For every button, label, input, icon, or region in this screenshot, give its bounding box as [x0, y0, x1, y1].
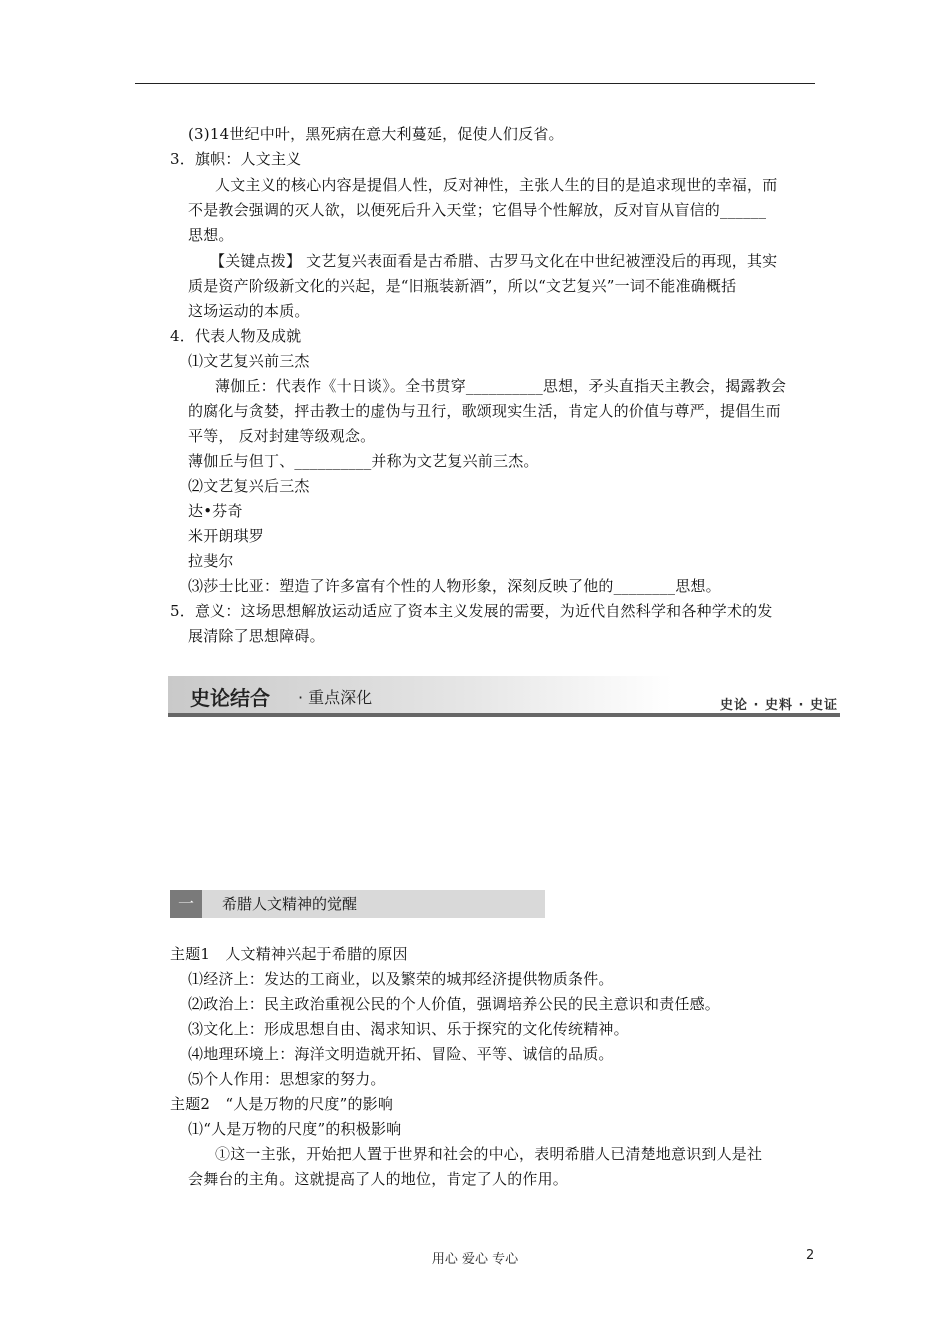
- text-line: 平等， 反对封建等级观念。: [188, 427, 376, 445]
- text-line: ⑸个人作用：思想家的努力。: [188, 1070, 386, 1088]
- banner-underline: [168, 713, 840, 717]
- text-line: 的腐化与贪婪，抨击教士的虚伪与丑行，歌颂现实生活，肯定人的价值与尊严，提倡生而: [188, 402, 781, 420]
- text-line: 薄伽丘与但丁、__________并称为文艺复兴前三杰。: [188, 452, 539, 470]
- text-line: 思想。: [188, 226, 234, 244]
- text-line: ⑴经济上：发达的工商业，以及繁荣的城邦经济提供物质条件。: [188, 970, 614, 988]
- text-line: ⑴“人是万物的尺度”的积极影响: [188, 1120, 402, 1138]
- banner-tagline: 史论 · 史料 · 史证: [720, 698, 838, 713]
- text-line: ⑷地理环境上：海洋文明造就开拓、冒险、平等、诚信的品质。: [188, 1045, 614, 1063]
- section-heading: 3．旗帜：人文主义: [170, 150, 302, 168]
- header-rule: [135, 83, 815, 84]
- footer-motto: 用心 爱心 专心: [431, 1252, 519, 1267]
- key-point-line: 【关键点拨】 文艺复兴表面看是古希腊、古罗马文化在中世纪被湮没后的再现，其实: [210, 252, 778, 270]
- text-line: ⑵文艺复兴后三杰: [188, 477, 310, 495]
- text-line: 这场运动的本质。: [188, 302, 310, 320]
- text-line: ⑵政治上：民主政治重视公民的个人价值，强调培养公民的民主意识和责任感。: [188, 995, 721, 1013]
- text-line: ⑶文化上：形成思想自由、渴求知识、乐于探究的文化传统精神。: [188, 1020, 629, 1038]
- text-line: 达•芬奇: [188, 502, 243, 520]
- section-banner: [168, 676, 840, 718]
- text-line: ⑶莎士比亚：塑造了许多富有个性的人物形象，深刻反映了他的________思想。: [188, 577, 721, 595]
- text-line: 质是资产阶级新文化的兴起，是“旧瓶装新酒”，所以“文艺复兴”一词不能准确概括: [188, 277, 737, 295]
- topic-number-badge: 一: [170, 890, 202, 918]
- section-heading: 4．代表人物及成就: [170, 327, 302, 345]
- text-line: ①这一主张，开始把人置于世界和社会的中心，表明希腊人已清楚地意识到人是社: [215, 1145, 763, 1163]
- text-line: ⑴文艺复兴前三杰: [188, 352, 310, 370]
- banner-title: 史论结合: [190, 686, 270, 710]
- section-heading: 5．意义：这场思想解放运动适应了资本主义发展的需要，为近代自然科学和各种学术的发: [170, 602, 773, 620]
- topic-title: 希腊人文精神的觉醒: [222, 895, 358, 913]
- text-line: (3)14世纪中叶，黑死病在意大利蔓延，促使人们反省。: [188, 125, 564, 143]
- theme-heading: 主题1 人文精神兴起于希腊的原因: [170, 945, 408, 963]
- theme-heading: 主题2 “人是万物的尺度”的影响: [170, 1095, 394, 1113]
- text-line: 米开朗琪罗: [188, 527, 265, 545]
- banner-subtitle: · 重点深化: [298, 688, 373, 707]
- text-line: 人文主义的核心内容是提倡人性，反对神性，主张人生的目的是追求现世的幸福，而: [215, 176, 778, 194]
- text-line: 不是教会强调的灭人欲，以便死后升入天堂；它倡导个性解放，反对盲从盲信的______: [188, 201, 767, 219]
- text-line: 展清除了思想障碍。: [188, 627, 325, 645]
- text-line: 薄伽丘：代表作《十日谈》。全书贯穿__________思想，矛头直指天主教会，揭露教会: [215, 377, 787, 395]
- text-line: 拉斐尔: [188, 552, 234, 570]
- page-number: 2: [806, 1248, 815, 1263]
- text-line: 会舞台的主角。这就提高了人的地位，肯定了人的作用。: [188, 1170, 569, 1188]
- topic-header: [170, 890, 545, 918]
